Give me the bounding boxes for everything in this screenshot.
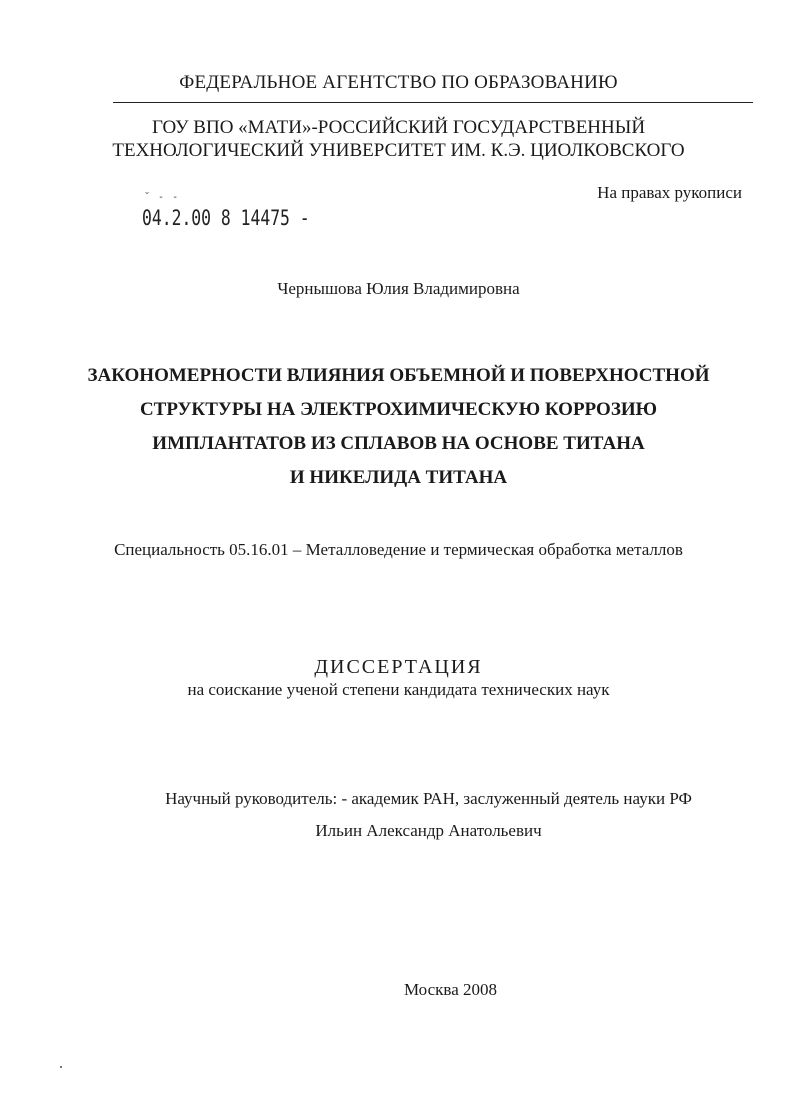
dissertation-title	[0, 359, 797, 495]
university-name	[0, 116, 797, 162]
manuscript-note: На правах рукописи	[597, 183, 742, 202]
title-line-3: ИМПЛАНТАТОВ ИЗ СПЛАВОВ НА ОСНОВЕ ТИТАНА	[152, 433, 645, 454]
scan-speck	[60, 1066, 62, 1068]
title-line-4: И НИКЕЛИДА ТИТАНА	[289, 467, 508, 488]
university-line-1: ГОУ ВПО «МАТИ»-РОССИЙСКИЙ ГОСУДАРСТВЕННЫЙ	[151, 117, 646, 138]
author-name: Чернышова Юлия Владимировна	[277, 279, 520, 298]
title-line-1: ЗАКОНОМЕРНОСТИ ВЛИЯНИЯ ОБЪЕМНОЙ И ПОВЕРХНОСТНОЙ	[87, 365, 710, 386]
agency-name: ФЕДЕРАЛЬНОЕ АГЕНТСТВО ПО ОБРАЗОВАНИЮ	[179, 72, 618, 93]
stamp-marks: ˘ - -	[144, 192, 180, 203]
place-and-year: Москва 2008	[403, 980, 498, 999]
title-line-2: СТРУКТУРЫ НА ЭЛЕКТРОХИМИЧЕСКУЮ КОРРОЗИЮ	[139, 399, 658, 420]
university-line-2: ТЕХНОЛОГИЧЕСКИЙ УНИВЕРСИТЕТ ИМ. К.Э. ЦИОЛКОВСКОГО	[112, 140, 685, 161]
header-divider	[113, 102, 753, 103]
specialty-line: Специальность 05.16.01 – Металловедение и термическая обработка металлов	[114, 540, 683, 559]
dissertation-label: ДИССЕРТАЦИЯ	[314, 656, 483, 678]
advisor-line: Научный руководитель: - академик РАН, заслуженный деятель науки РФ	[165, 789, 692, 808]
dissertation-subtitle: на соискание ученой степени кандидата технических наук	[187, 680, 610, 699]
registration-stamp: 04.2.00 8 14475 -	[142, 206, 310, 230]
advisor-name: Ильин Александр Анатольевич	[315, 821, 542, 840]
